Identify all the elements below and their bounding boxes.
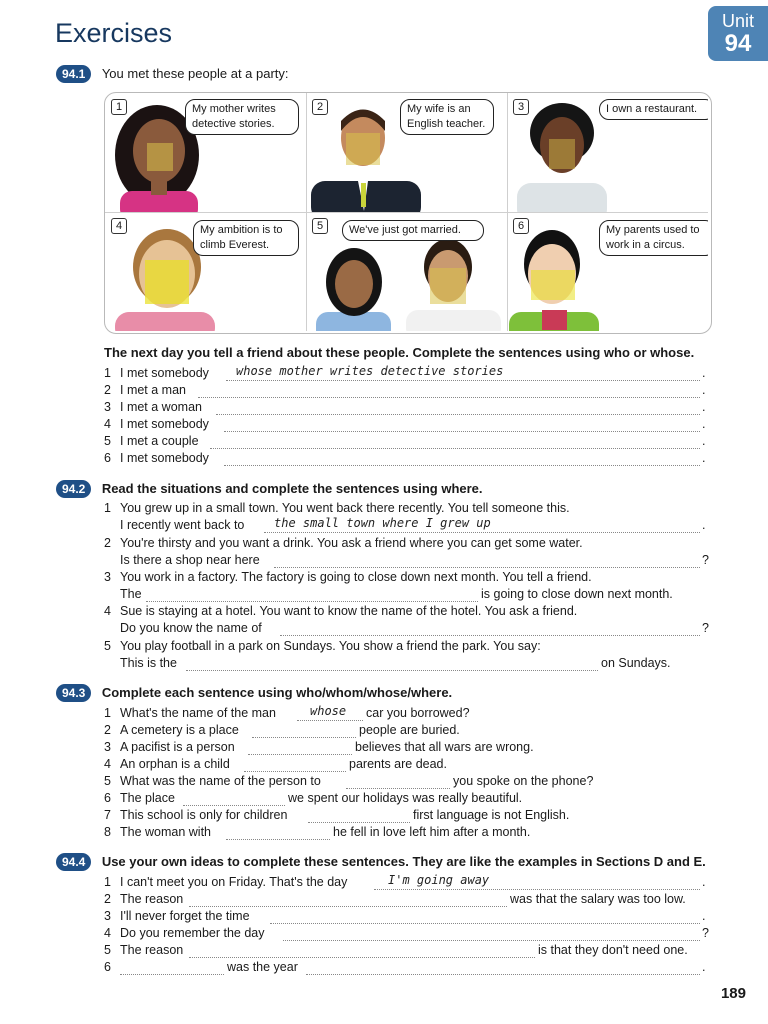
item-number: 5 bbox=[104, 943, 111, 957]
prompt-text: I recently went back to bbox=[120, 518, 245, 532]
item-text: A pacifist is a person bbox=[120, 740, 235, 754]
exercise-item bbox=[104, 892, 183, 906]
answer-blank[interactable] bbox=[224, 431, 700, 432]
panel-number: 6 bbox=[513, 218, 529, 234]
answer-blank[interactable] bbox=[283, 940, 700, 941]
exercise-item bbox=[104, 909, 250, 923]
item-text: The reason bbox=[120, 943, 184, 957]
situation-text: You're thirsty and you want a drink. You ask a friend where you can get some water. bbox=[120, 536, 583, 550]
unit-tab bbox=[708, 6, 768, 61]
answer-blank[interactable] bbox=[183, 805, 285, 806]
item-number: 4 bbox=[104, 604, 111, 618]
section-heading: Use your own ideas to complete these sentences. They are like the examples in Sections D and E. bbox=[101, 854, 706, 869]
illustration-grid bbox=[104, 92, 712, 334]
section-heading: Complete each sentence using who/whom/whose/where. bbox=[101, 685, 453, 700]
item-text: I met a couple bbox=[120, 434, 199, 448]
answer-blank[interactable] bbox=[306, 974, 700, 975]
item-end: . bbox=[702, 909, 706, 923]
prompt-text: Do you know the name of bbox=[120, 621, 262, 635]
exercise-item bbox=[104, 400, 202, 414]
answer-blank[interactable] bbox=[274, 567, 700, 568]
illustration-panel-2 bbox=[306, 93, 508, 213]
exercise-item bbox=[104, 875, 347, 889]
situation-text: You grew up in a small town. You went back there recently. You tell someone this. bbox=[120, 501, 570, 515]
answer-blank[interactable] bbox=[280, 635, 700, 636]
panel-number: 1 bbox=[111, 99, 127, 115]
item-number: 5 bbox=[104, 639, 111, 653]
exercise-item bbox=[104, 926, 265, 940]
instruction-text: The next day you tell a friend about these people. Complete the sentences using bbox=[104, 345, 604, 360]
unit-label: Unit bbox=[721, 11, 754, 31]
answer-blank[interactable] bbox=[248, 754, 352, 755]
exercise-item bbox=[104, 757, 230, 771]
answer-blank[interactable] bbox=[270, 923, 700, 924]
exercise-item bbox=[104, 808, 287, 822]
item-text: I can't meet you on Friday. That's the day bbox=[120, 875, 348, 889]
item-text: An orphan is a child bbox=[120, 757, 230, 771]
item-number: 1 bbox=[104, 366, 111, 380]
item-number: 2 bbox=[104, 723, 111, 737]
item-number: 4 bbox=[104, 926, 111, 940]
item-end: . bbox=[702, 366, 706, 380]
section-94-4-header bbox=[56, 853, 706, 871]
item-number: 1 bbox=[104, 501, 111, 515]
answer-blank[interactable] bbox=[146, 601, 478, 602]
item-text: The place bbox=[120, 791, 175, 805]
answer-blank[interactable] bbox=[244, 771, 346, 772]
item-number: 3 bbox=[104, 400, 111, 414]
item-end: . bbox=[702, 875, 706, 889]
answer-blank[interactable] bbox=[120, 974, 224, 975]
item-number: 2 bbox=[104, 892, 111, 906]
instruction-94-1 bbox=[104, 345, 694, 360]
item-text-end: believes that all wars are wrong. bbox=[355, 740, 534, 754]
panel-number: 4 bbox=[111, 218, 127, 234]
item-number: 6 bbox=[104, 960, 111, 974]
illustration-panel-3 bbox=[507, 93, 708, 213]
item-end: . bbox=[702, 960, 706, 974]
item-text: was the year bbox=[227, 960, 298, 974]
item-text-end: was that the salary was too low. bbox=[510, 892, 686, 906]
prompt-text: This is the bbox=[120, 656, 177, 670]
instruction-text: or bbox=[629, 345, 651, 360]
keyword-who: who bbox=[603, 345, 630, 360]
answer-blank[interactable] bbox=[226, 839, 330, 840]
item-text-end: we spent our holidays was really beautiful. bbox=[288, 791, 523, 805]
handwritten-answer: whose bbox=[310, 704, 347, 718]
answer-blank[interactable] bbox=[297, 720, 363, 721]
section-94-3-header bbox=[56, 684, 452, 702]
item-text-end: people are buried. bbox=[359, 723, 460, 737]
speech-bubble: My ambition is to climb Everest. bbox=[193, 220, 299, 256]
exercise-item bbox=[104, 383, 186, 397]
exercise-item bbox=[104, 434, 199, 448]
item-number: 3 bbox=[104, 570, 111, 584]
panel-number: 5 bbox=[312, 218, 328, 234]
illustration-panel-5 bbox=[306, 212, 508, 331]
panel-number: 3 bbox=[513, 99, 529, 115]
situation bbox=[104, 639, 541, 653]
handwritten-answer: whose mother writes detective stories bbox=[236, 364, 504, 378]
handwritten-answer: I'm going away bbox=[388, 873, 490, 887]
prompt-text: The bbox=[120, 587, 142, 601]
item-end: . bbox=[702, 518, 706, 532]
answer-blank[interactable] bbox=[264, 532, 700, 533]
heading-text: Read the situations and complete the sentences using bbox=[101, 481, 442, 496]
handwritten-answer: the small town where I grew up bbox=[274, 516, 491, 530]
exercise-item bbox=[104, 417, 209, 431]
illustration-panel-4 bbox=[105, 212, 307, 331]
answer-blank[interactable] bbox=[189, 906, 507, 907]
answer-blank[interactable] bbox=[216, 414, 700, 415]
item-end: . bbox=[702, 383, 706, 397]
item-text: What was the name of the person to bbox=[120, 774, 321, 788]
item-number: 8 bbox=[104, 825, 111, 839]
item-end: ? bbox=[702, 621, 709, 635]
item-text: I'll never forget the time bbox=[120, 909, 250, 923]
item-text: I met a man bbox=[120, 383, 186, 397]
answer-blank[interactable] bbox=[346, 788, 450, 789]
item-end: ? bbox=[702, 926, 709, 940]
exercise-item bbox=[104, 791, 175, 805]
exercise-item bbox=[104, 451, 209, 465]
answer-blank[interactable] bbox=[226, 380, 700, 381]
section-label: 94.1 bbox=[56, 65, 91, 83]
section-94-2-header bbox=[56, 480, 483, 498]
item-number: 3 bbox=[104, 909, 111, 923]
item-text: A cemetery is a place bbox=[120, 723, 239, 737]
situation bbox=[104, 570, 592, 584]
panel-number: 2 bbox=[312, 99, 328, 115]
speech-bubble: My wife is an English teacher. bbox=[400, 99, 494, 135]
exercise-item bbox=[104, 706, 276, 720]
item-end: . bbox=[702, 400, 706, 414]
illustration-panel-1 bbox=[105, 93, 307, 213]
prompt-text: Is there a shop near here bbox=[120, 553, 260, 567]
item-number: 1 bbox=[104, 706, 111, 720]
item-text-end: you spoke on the phone? bbox=[453, 774, 594, 788]
item-number: 5 bbox=[104, 774, 111, 788]
illustration-panel-6 bbox=[507, 212, 708, 331]
answer-blank[interactable] bbox=[374, 889, 700, 890]
exercise-item bbox=[104, 774, 321, 788]
heading-text: . bbox=[478, 481, 483, 496]
item-text: What's the name of the man bbox=[120, 706, 276, 720]
item-number: 6 bbox=[104, 451, 111, 465]
exercise-item bbox=[104, 960, 120, 974]
keyword-whose: whose bbox=[650, 345, 691, 360]
item-text-end: car you borrowed? bbox=[366, 706, 470, 720]
item-text-end: he fell in love left him after a month. bbox=[333, 825, 531, 839]
exercise-item bbox=[104, 740, 235, 754]
instruction-text: . bbox=[690, 345, 695, 360]
section-heading bbox=[102, 481, 483, 496]
answer-blank[interactable] bbox=[186, 670, 598, 671]
section-label: 94.2 bbox=[56, 480, 91, 498]
situation-text: You work in a factory. The factory is going to close down next month. You tell a friend. bbox=[120, 570, 592, 584]
page-title: Exercises bbox=[55, 18, 173, 48]
exercise-item bbox=[104, 366, 209, 380]
item-text: Do you remember the day bbox=[120, 926, 265, 940]
item-text-end: is that they don't need one. bbox=[538, 943, 688, 957]
section-94-1-header bbox=[56, 65, 289, 83]
answer-blank[interactable] bbox=[210, 448, 700, 449]
item-end: on Sundays. bbox=[601, 656, 671, 670]
page-number: 189 bbox=[720, 985, 746, 1002]
item-number: 2 bbox=[104, 383, 111, 397]
item-text: The reason bbox=[120, 892, 184, 906]
answer-blank[interactable] bbox=[308, 822, 410, 823]
item-end: . bbox=[702, 417, 706, 431]
item-number: 4 bbox=[104, 757, 111, 771]
item-text: This school is only for children bbox=[120, 808, 288, 822]
exercise-item bbox=[104, 825, 211, 839]
item-number: 2 bbox=[104, 536, 111, 550]
item-number: 7 bbox=[104, 808, 111, 822]
section-heading: You met these people at a party: bbox=[101, 66, 289, 81]
item-text: I met a woman bbox=[120, 400, 202, 414]
section-label: 94.4 bbox=[56, 853, 91, 871]
exercise-item bbox=[104, 943, 183, 957]
item-end: is going to close down next month. bbox=[481, 587, 673, 601]
situation-text: Sue is staying at a hotel. You want to know the name of the hotel. You ask a friend. bbox=[120, 604, 578, 618]
item-number: 4 bbox=[104, 417, 111, 431]
answer-blank[interactable] bbox=[224, 465, 700, 466]
item-text: The woman with bbox=[120, 825, 212, 839]
item-text: I met somebody bbox=[120, 366, 209, 380]
item-end: . bbox=[702, 451, 706, 465]
section-label: 94.3 bbox=[56, 684, 91, 702]
item-text: I met somebody bbox=[120, 417, 209, 431]
item-text: I met somebody bbox=[120, 451, 209, 465]
item-number: 6 bbox=[104, 791, 111, 805]
answer-blank[interactable] bbox=[252, 737, 356, 738]
item-end: ? bbox=[702, 553, 709, 567]
item-end: . bbox=[702, 434, 706, 448]
keyword-where: where bbox=[441, 481, 479, 496]
speech-bubble: We've just got married. bbox=[342, 220, 484, 241]
answer-blank[interactable] bbox=[198, 397, 700, 398]
speech-bubble: I own a restaurant. bbox=[599, 99, 708, 120]
exercise-item bbox=[104, 723, 239, 737]
answer-blank[interactable] bbox=[189, 957, 535, 958]
item-text-end: parents are dead. bbox=[349, 757, 447, 771]
situation bbox=[104, 536, 583, 550]
item-number: 1 bbox=[104, 875, 111, 889]
item-text-end: first language is not English. bbox=[413, 808, 570, 822]
speech-bubble: My mother writes detective stories. bbox=[185, 99, 299, 135]
situation-text: You play football in a park on Sundays. You show a friend the park. You say: bbox=[120, 639, 541, 653]
unit-number: 94 bbox=[724, 30, 752, 57]
situation bbox=[104, 501, 570, 515]
item-number: 3 bbox=[104, 740, 111, 754]
situation bbox=[104, 604, 577, 618]
speech-bubble: My parents used to work in a circus. bbox=[599, 220, 708, 256]
item-number: 5 bbox=[104, 434, 111, 448]
